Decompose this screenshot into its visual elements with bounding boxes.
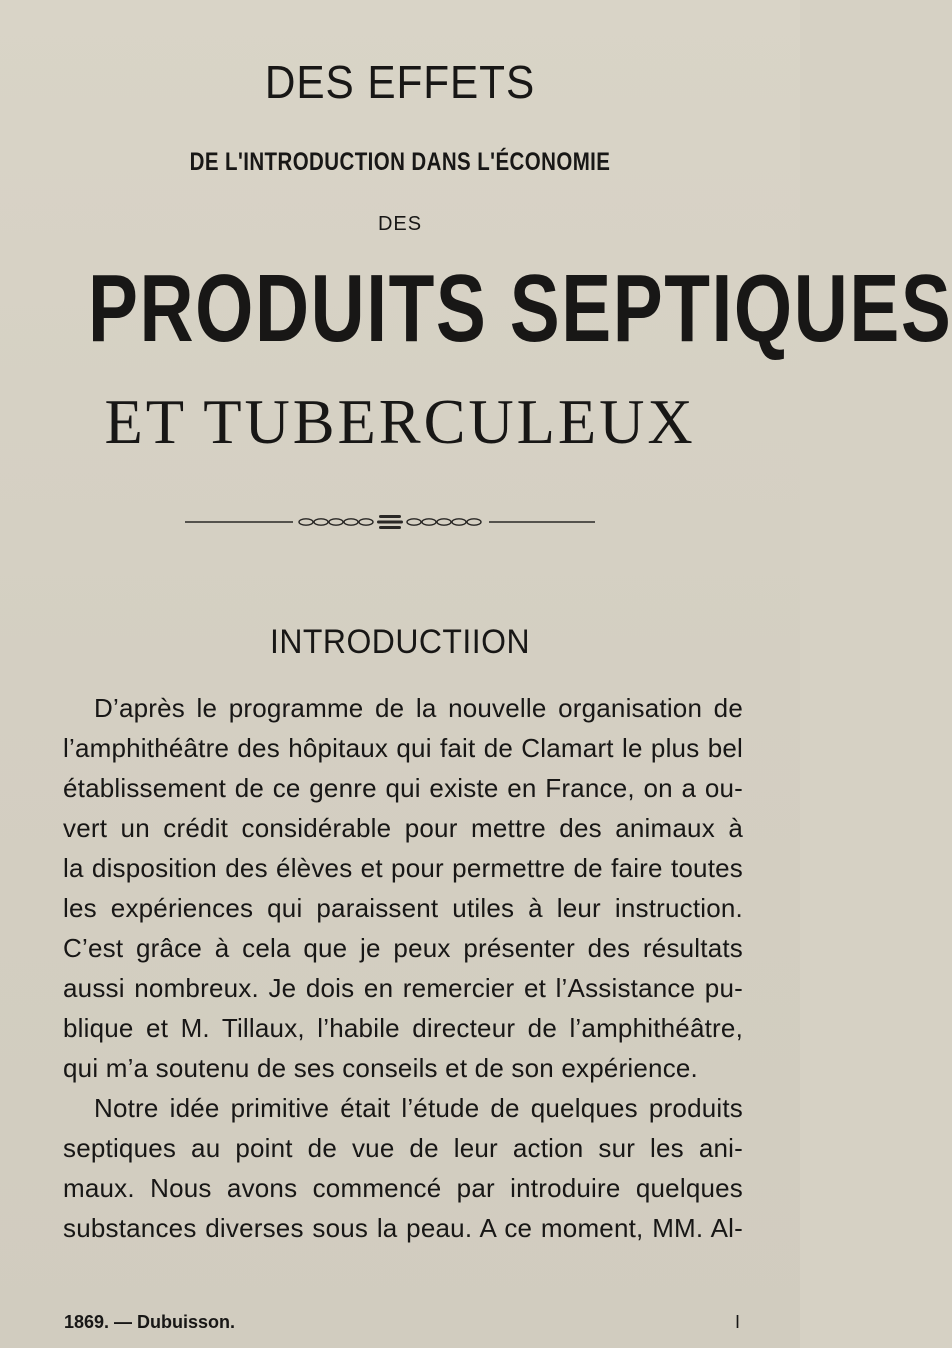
paragraph1-line-2: l’amphithéâtre des hôpitaux qui fait de Clamart le plus bel xyxy=(63,733,743,763)
paragraph1-line-4: vert un crédit considérable pour mettre des animaux à xyxy=(63,813,743,843)
paragraph1-line-9: blique et M. Tillaux, l’habile directeur de l’amphithéâtre, xyxy=(63,1013,743,1043)
signature-number: I xyxy=(735,1312,741,1332)
body-text xyxy=(63,688,743,1248)
signature-mark: 1869. — Dubuisson. xyxy=(64,1312,236,1332)
decorative-divider-icon xyxy=(185,514,595,530)
paragraph2-line-4: substances diverses sous la peau. A ce moment, MM. Al- xyxy=(63,1213,743,1243)
paragraph1-line-6: les expériences qui paraissent utiles à leur instruction. xyxy=(63,893,743,923)
title-introduction-economie: DE L'INTRODUCTION DANS L'ÉCONOMIE xyxy=(189,148,611,176)
paragraph2-line-2: septiques au point de vue de leur action sur les ani- xyxy=(63,1133,743,1163)
paragraph1-line-1: D’après le programme de la nouvelle organisation de xyxy=(94,693,743,723)
title-et-tuberculeux: ET TUBERCULEUX xyxy=(104,386,696,457)
paragraph1-line-10: qui m’a soutenu de ses conseils et de son expérience. xyxy=(63,1053,698,1083)
title-produits-septiques: PRODUITS SEPTIQUES xyxy=(88,255,952,362)
paragraph1-line-7: C’est grâce à cela que je peux présenter des résultats xyxy=(63,933,743,963)
paragraph1-line-5: la disposition des élèves et pour permettre de faire toutes xyxy=(63,853,743,883)
title-des: DES xyxy=(377,213,423,235)
paragraph2-line-3: maux. Nous avons commencé par introduire quelques xyxy=(63,1173,743,1203)
paragraph1-line-8: aussi nombreux. Je dois en remercier et l’Assistance pu- xyxy=(63,973,743,1003)
title-des-effets: DES EFFETS xyxy=(264,56,536,108)
paragraph2-line-1: Notre idée primitive était l’étude de quelques produits xyxy=(94,1093,743,1123)
section-title: INTRODUCTIION xyxy=(270,623,530,661)
paragraph1-line-3: établissement de ce genre qui existe en France, on a ou- xyxy=(63,773,743,803)
